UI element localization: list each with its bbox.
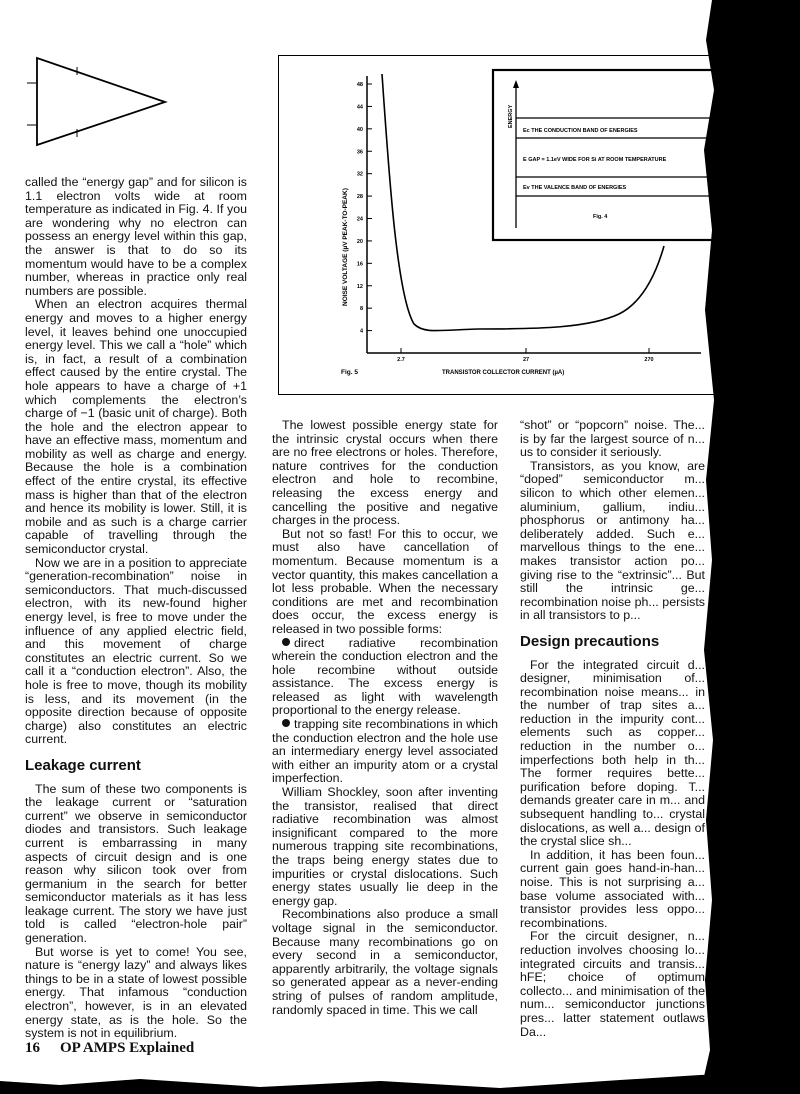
y-tick-label: 16 [356, 261, 363, 268]
paragraph: When an electron acquires thermal energy and moves to a higher energy level, it leaves behind one unoccupied energy level. This we call a “hole” which is, in fact, a result of a combination effect caused by the entire crystal. The hole appears to have a charge of +1 which complements the electron’s charge of −1 (basic unit of charge). Both the hole and the electron appear to have an effective mass, momentum and mobility as well as charge and energy. Because the hole is a combination effect of the entire crystal, its effective mass is higher than that of the electron and hence its mobility is lower. Still, it is mobile and as such is a charge carrier capable of travelling through the semiconductor crystal. [25, 297, 247, 557]
paragraph: In addition, it has been foun... current gain goes hand-in-han... noise. This is not surprising a... base volume associated with... transistor provides less oppo... recombinations. [520, 847, 705, 930]
y-tick-label: 40 [356, 126, 363, 133]
text-column-2 [272, 419, 498, 1017]
bullet-item [272, 718, 498, 786]
paragraph: For the circuit designer, n... reduction involves choosing lo... integrated circuits and transis... hFE; choice of optimum collecto... and minimisation of the num... semiconductor junctions pres... latter statement outlaws Da... [520, 929, 705, 1039]
paragraph: Recombinations also produce a small voltage signal in the semiconductor. Because many recombinations go on every second in a semiconductor, apparently arbitrarily, the voltage signals so generated appear as a never-ending string of pulses of random amplitude, randomly spaced in time. This we call [272, 907, 498, 1017]
text-column-3 [520, 419, 705, 1039]
y-tick-label: 20 [356, 238, 363, 245]
paragraph: The lowest possible energy state for the intrinsic crystal occurs when there are no free electrons or holes. Therefore, nature contrives for the conduction electron and hole to recombine, releasing the excess energy and cancelling the positive and negative charges in the process. [272, 418, 498, 528]
paragraph: But not so fast! For this to occur, we must also have cancellation of momentum. Because momentum is a vector quantity, this makes cancellation a lot less probable. When the necessary conditions are met and recombination does occur, the excess energy is released in two possible forms: [272, 526, 498, 636]
paragraph: Transistors, as you know, are “doped” semiconductor m... silicon to which other elemen... aluminium, gallium, indiu... phosphorus or antimony ha... deliberately added. Such e... marvellous things to the ene... makes transistor action po... giving rise to the “extrinsic”... But still the intrinsic ge... recombination noise ph... persists in all transistors to p... [520, 458, 705, 623]
bullet-text: direct radiative recombination wherein the conduction electron and the hole recombine without outside assistance. The excess energy is released as light with wavelength proportional to the energy release. [272, 635, 498, 718]
valence-band-label: Ev THE VALENCE BAND OF ENERGIES [523, 185, 627, 191]
op-amp-symbol-icon [25, 55, 175, 150]
x-axis-label: TRANSISTOR COLLECTOR CURRENT (µA) [442, 370, 565, 376]
text-column-1 [25, 176, 247, 1041]
paragraph: called the “energy gap” and for silicon is 1.1 electron volts wide at room temperature as indicated in Fig. 4. If you are wondering why no electron can possess an energy level within this gap, the answer is that to do so its momentum would have to be a complex number, whereas in practice only real numbers are possible. [25, 175, 247, 298]
paragraph: For the integrated circuit d... designer, minimisation of... recombination noise means... in the number of trap sites a... reduction in the impurity cont... elements such as copper... reduction in the number o... imperfections both help in th... The former requires bette... purification before doping. T... demands greater care in m... and subsequent handling to... crystal dislocations, as well a... design of the crystal slice sh... [520, 657, 705, 849]
x-tick-label: 270 [644, 357, 654, 363]
bullet-icon [282, 638, 290, 646]
paragraph: William Shockley, soon after inventing the transistor, realised that direct radiative recombination was almost insignificant compared to the more numerous trapping site recombinations, the traps being energy states due to impurities or crystal dislocations. Such energy states usually lie deep in the energy gap. [272, 785, 498, 908]
scan-edge-shadow-bottom [0, 1065, 800, 1094]
y-tick-label: 8 [359, 306, 363, 313]
y-tick-label: 4 [359, 328, 363, 335]
section-heading-leakage-current: Leakage current [25, 756, 141, 774]
y-tick-label: 12 [356, 283, 363, 290]
figure4-caption: Fig. 4 [593, 214, 608, 220]
y-tick-label: 48 [356, 82, 363, 88]
x-tick-label: 2.7 [397, 357, 405, 363]
scan-edge-shadow-right [700, 0, 800, 1094]
conduction-band-label: Ec THE CONDUCTION BAND OF ENERGIES [523, 128, 638, 134]
x-axis-ticks [397, 348, 653, 363]
bullet-icon [282, 719, 290, 727]
energy-axis-label: ENERGY [508, 104, 514, 128]
section-heading-design-precautions: Design precautions [520, 632, 660, 650]
y-axis-label: NOISE VOLTAGE (µV PEAK-TO-PEAK) [342, 188, 349, 306]
x-tick-label: 27 [522, 357, 530, 363]
paragraph: But worse is yet to come! You see, nature is “energy lazy” and always likes things to be in a state of lowest possible energy. That infamous “conduction electron”, however, is in an elevated energy state, as is the hole. So the system is not in equilibrium. [25, 944, 247, 1041]
y-tick-label: 28 [356, 194, 363, 201]
page-number: 16 [25, 1040, 40, 1056]
y-tick-label: 24 [356, 216, 363, 223]
paragraph: “shot” or “popcorn” noise. The... is by far the largest source of n... us to consider it seriously. [520, 419, 705, 460]
bullet-text: trapping site recombinations in which the conduction electron and the hole use an intermediary energy level associated with either an impurity atom or a crystal imperfection. [272, 717, 498, 786]
running-title: OP AMPS Explained [60, 1040, 195, 1056]
y-tick-label: 36 [356, 149, 363, 156]
paragraph: Now we are in a position to appreciate “generation-recombination” noise in semiconductors. That much-discussed electron, with its new-found higher energy level, is free to move under the influence of any applied electric field, and this movement of charge constitutes an electric current. So we call it a “conduction electron”. Also, the hole is free to move, though its mobility is less, and its movement (in the opposite direction because of opposite charge) also constitutes an electric current. [25, 555, 247, 747]
figure-panel [278, 55, 720, 395]
y-axis-ticks [357, 82, 372, 335]
page-footer [25, 1040, 214, 1057]
bullet-item [272, 637, 498, 719]
y-tick-label: 44 [356, 104, 363, 111]
paragraph: The sum of these two components is the leakage current or “saturation current” we observe in semiconductor diodes and transistors. Such leakage current is embarrassing in many aspects of circuit design and is one reason why silicon took over from germanium in the search for better semiconductor materials as it has less leakage current. The story we have just told is called “electron-hole pair” generation. [25, 781, 247, 946]
y-tick-label: 32 [356, 171, 363, 178]
energy-gap-label: E GAP = 1.1eV WIDE FOR Si AT ROOM TEMPERATURE [523, 157, 667, 163]
figure5-caption: Fig. 5 [341, 369, 358, 376]
